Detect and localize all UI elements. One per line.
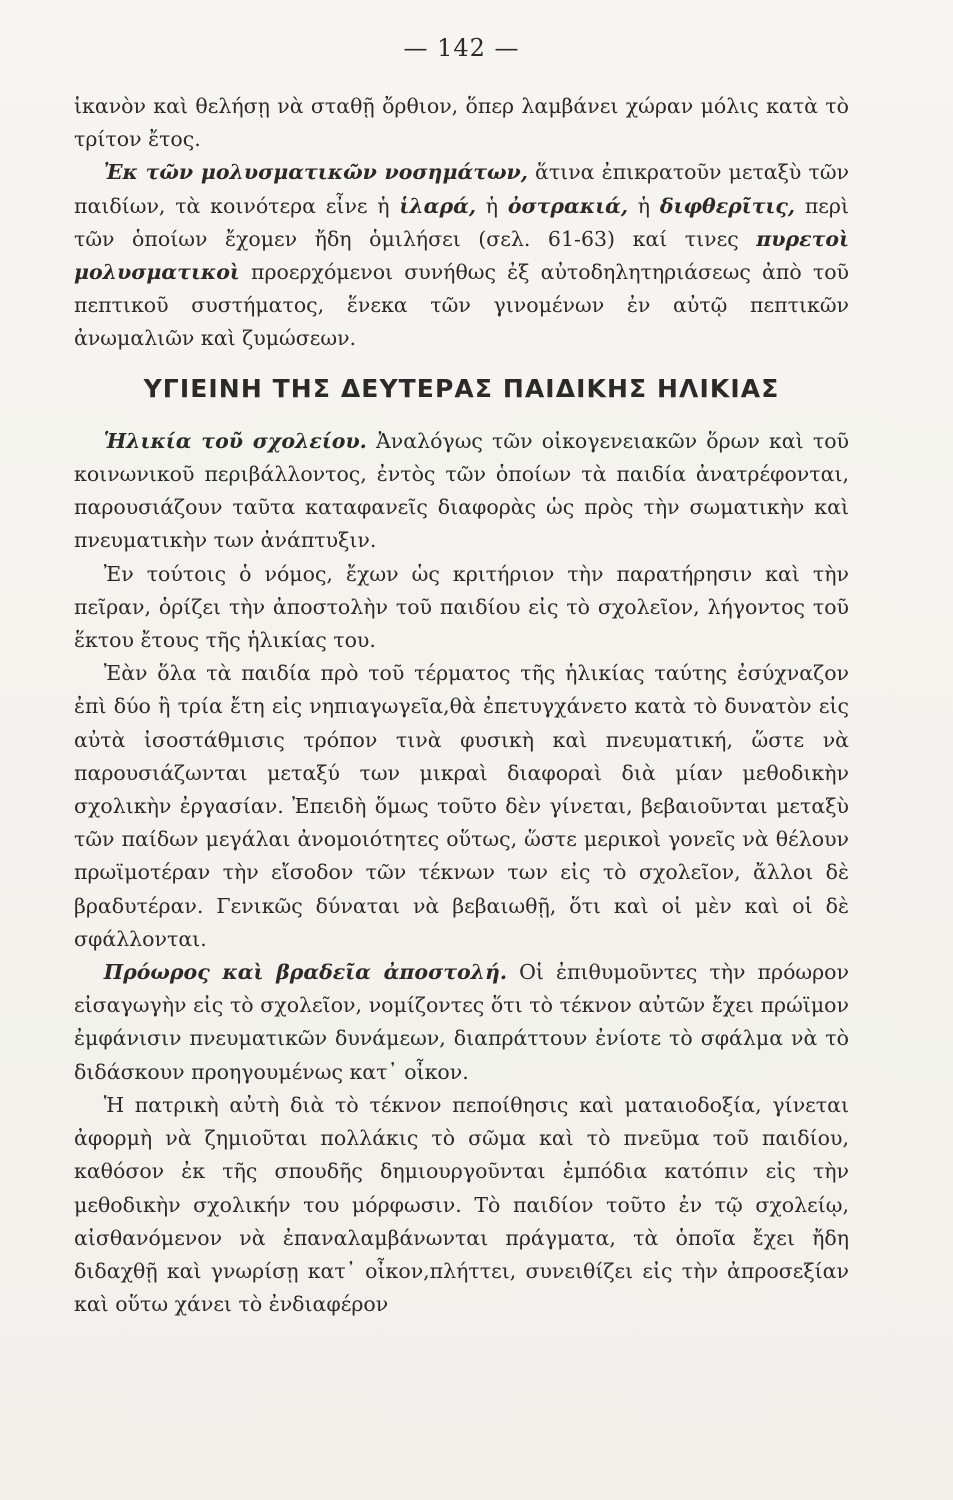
school-age-text: Ἀναλόγως τῶν οἰκογενειακῶν ὅρων καὶ τοῦ κοινωνικοῦ περιβάλλοντος, ἐντὸς τῶν ὁποίων τὰ παιδία ἀνατρέφονται, παρουσιάζουν ταῦτα καταφανεῖς διαφορὰς ὡς πρὸς τὴν σωματικὴν καὶ πνευματικὴν των ἀνάπτυξιν. [74, 428, 849, 553]
page-number: — 142 — [403, 34, 520, 62]
diseases-text-2: ἡ [476, 193, 508, 218]
section-heading: ΥΓΙΕΙΝΗ ΤΗΣ ΔΕΥΤΕΡΑΣ ΠΑΙΔΙΚΗΣ ΗΛΙΚΙΑΣ [143, 373, 780, 403]
law-text: Ἐν τούτοις ὁ νόμος, ἔχων ὡς κριτήριον τὴν παρατήρησιν καὶ τὴν πεῖραν, ὁρίζει τὴν ἀποστολὴν τοῦ παιδίου εἰς τὸ σχολεῖον, λήγοντος τοῦ ἕκτου ἔτους τῆς ἡλικίας του. [74, 561, 849, 653]
kindergarten-paragraph [74, 657, 849, 956]
paternal-text: Ἡ πατρικὴ αὐτὴ διὰ τὸ τέκνον πεποίθησις καὶ ματαιοδοξία, γίνεται ἀφορμὴ νὰ ζημιοῦται πολλάκις τὸ σῶμα καὶ τὸ πνεῦμα τοῦ παιδίου, καθόσον ἐκ τῆς σπουδῆς δημιουργοῦνται ἐμπόδια κατόπιν εἰς τὴν μεθοδικὴν σχολικήν του μόρφωσιν. Τὸ παιδίον τοῦτο ἐν τῷ σχολείῳ, αἰσθανόμενον νὰ ἐπαναλαμβάνωνται πράγματα, τὰ ὁποῖα ἔχει ἤδη διδαχθῇ καὶ γνωρίσῃ κατ᾽ οἶκον,πλήττει, συνειθίζει εἰς τὴν ἀπροσεξίαν καὶ οὕτω χάνει τὸ ἐνδιαφέρον [74, 1092, 849, 1317]
law-paragraph [74, 558, 849, 658]
diseases-text-5: προερχόμενοι συνήθως ἐξ αὐτοδηλητηριάσεως ἀπὸ τοῦ πεπτικοῦ συστήματος, ἕνεκα τῶν γινομένων ἐν αὐτῷ πεπτικῶν ἀνωμαλιῶν καὶ ζυμώσεων. [74, 260, 849, 351]
intro-text: ἱκανὸν καὶ θελήσῃ νὰ σταθῇ ὄρθιον, ὅπερ λαμβάνει χώραν μόλις κατὰ τὸ τρίτον ἔτος. [74, 94, 849, 152]
page-text [74, 90, 849, 1321]
early-late-text: Οἱ ἐπιθυμοῦντες τὴν πρόωρον εἰσαγωγὴν εἰς τὸ σχολεῖον, νομίζοντες ὅτι τὸ τέκνον αὐτῶν ἔχει πρώϊμον ἐμφάνισιν πνευματικῶν δυνάμεων, διαπράττουν ἐνίοτε τὸ σφάλμα νὰ τὸ διδάσκουν προηγουμένως κατ᾽ οἶκον. [74, 960, 849, 1084]
school-age-paragraph [74, 425, 849, 558]
infectious-diseases-lead: Ἐκ τῶν μολυσματικῶν νοσημάτων, [103, 160, 528, 185]
diphtheria-term: διφθερῖτις, [659, 193, 796, 218]
early-late-paragraph [74, 956, 849, 1089]
paternal-paragraph [74, 1089, 849, 1321]
diseases-text-4: περὶ τῶν ὁποίων ἔχομεν ἤδη ὁμιλήσει (σελ. 61-63) καί τινες [74, 193, 850, 251]
early-late-heading: Πρόωρος καὶ βραδεῖα ἀποστολή. [103, 960, 508, 985]
intro-paragraph [74, 90, 849, 156]
measles-term: ἱλαρά, [399, 193, 476, 218]
scarlet-fever-term: ὀστρακιά, [507, 193, 629, 218]
kindergarten-text: Ἐὰν ὅλα τὰ παιδία πρὸ τοῦ τέρματος τῆς ἡλικίας ταύτης ἐσύχναζον ἐπὶ δύο ἢ τρία ἔτη εἰς νηπιαγωγεῖα,θὰ ἐπετυγχάνετο κατὰ τὸ δυνατὸν εἰς αὐτὰ ἰσοστάθμισις τρόπον τινὰ φυσικὴ καὶ πνευματική, ὥστε νὰ παρουσιάζωνται μεταξύ των μικραὶ διαφοραὶ διὰ μίαν μεθοδικὴν σχολικὴν ἐργασίαν. Ἐπειδὴ ὅμως τοῦτο δὲν γίνεται, βεβαιοῦνται μεταξὺ τῶν παίδων μεγάλαι ἀνομοιότητες οὕτως, ὥστε μερικοὶ γονεῖς νὰ θέλουν πρωϊμοτέραν τὴν εἴσοδον τῶν τέκνων των εἰς τὸ σχολεῖον, ἄλλοι δὲ βραδυτέραν. Γενικῶς δύναται νὰ βεβαιωθῇ, ὅτι καὶ οἱ μὲν καὶ οἱ δὲ σφάλλονται. [74, 661, 849, 951]
infectious-fevers-term: πυρετοὶ μολυσματικοὶ [74, 226, 849, 285]
diseases-text-3: ἡ [628, 193, 660, 218]
diseases-text-1: ἅτινα ἐπικρατοῦν μεταξὺ τῶν παιδίων, τὰ κοινότερα εἶνε ἡ [74, 160, 849, 218]
infectious-diseases-paragraph [74, 156, 849, 355]
school-age-heading: Ἡλικία τοῦ σχολείου. [103, 428, 367, 453]
